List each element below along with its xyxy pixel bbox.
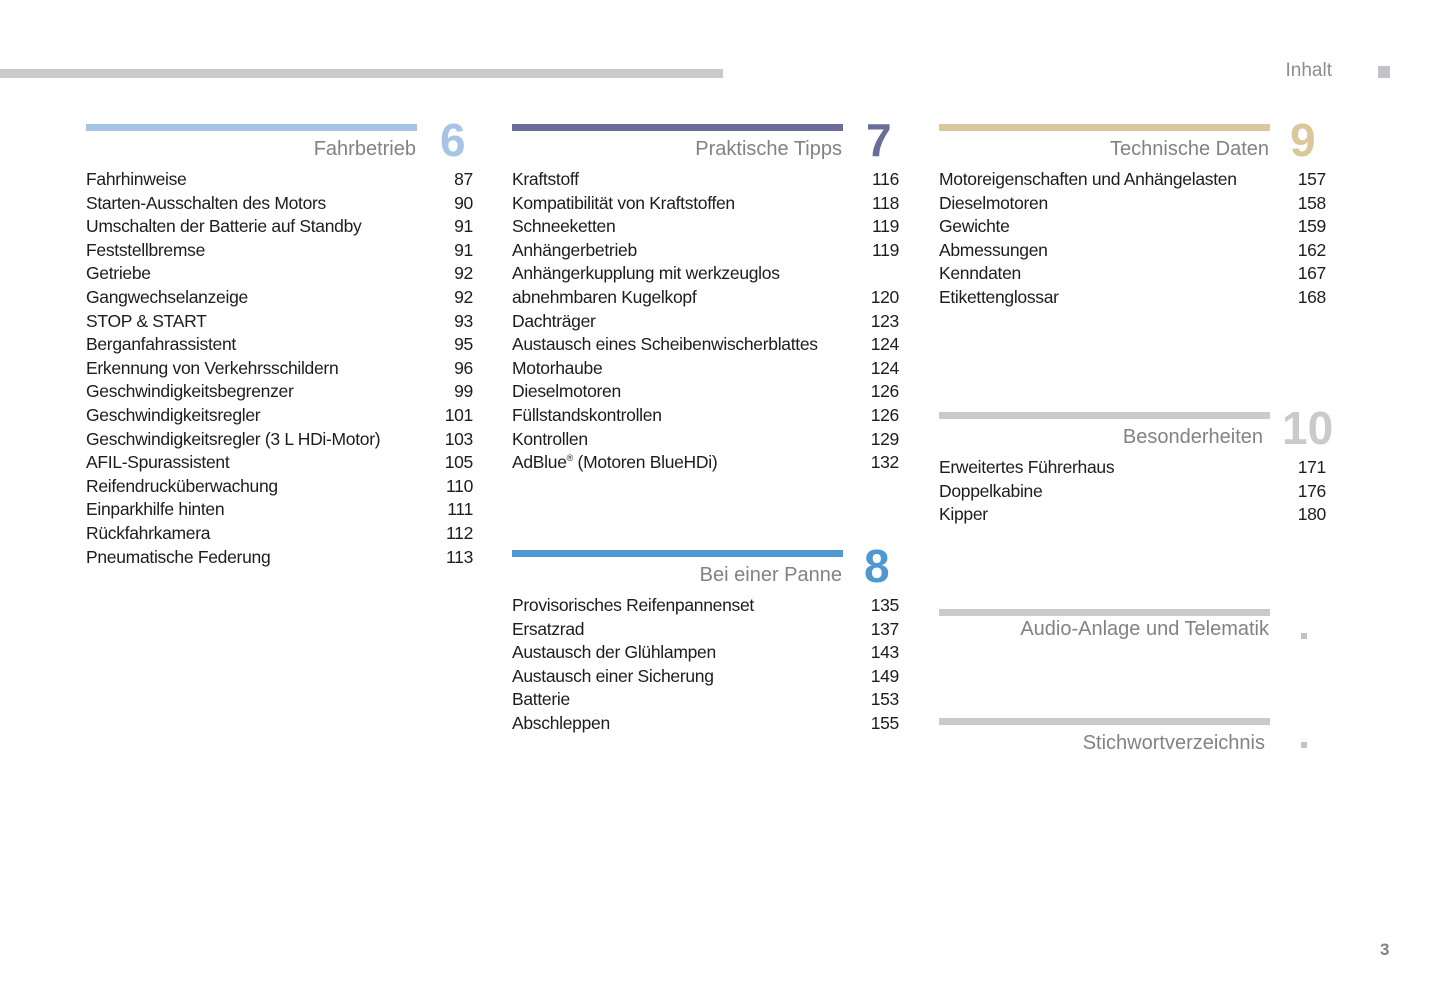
section-title[interactable]: Bei einer Panne [699,564,842,586]
toc-item[interactable]: Schneeketten 119 [512,216,899,237]
toc-item[interactable]: Erkennung von Verkehrsschildern 96 [86,357,473,378]
toc-item[interactable]: Kraftstoff 116 [512,169,899,189]
section-besonderheiten [939,402,1334,542]
toc-item[interactable]: Geschwindigkeitsregler (3 L HDi-Motor) 103 [86,428,473,449]
section-bei-einer-panne [512,540,902,750]
page-number: 3 [1380,940,1390,959]
section-bar [939,124,1270,131]
toc-item[interactable]: Austausch einer Sicherung 149 [512,665,899,686]
section-title[interactable]: Praktische Tipps [695,138,842,160]
toc-item[interactable]: AFIL-Spurassistent 105 [86,452,473,473]
section-praktische-tipps [512,114,902,484]
toc-item[interactable]: Geschwindigkeitsbegrenzer 99 [86,381,473,402]
toc-item[interactable]: Fahrhinweise 87 [86,169,473,189]
toc-item[interactable]: Reifendrucküberwachung 110 [86,475,473,496]
section-fahrbetrieb [86,114,476,574]
section-bar [939,609,1270,616]
toc-list [939,168,1329,310]
toc-item[interactable]: Rückfahrkamera 112 [86,522,473,543]
toc-item[interactable]: Anhängerbetrieb 119 [512,239,899,260]
toc-item[interactable]: Motoreigenschaften und Anhängelasten 157 [939,169,1326,189]
toc-item[interactable]: Motorhaube 124 [512,357,899,378]
section-audio-anlage [939,609,1329,649]
toc-item[interactable]: Getriebe 92 [86,263,473,284]
toc-item[interactable]: Etikettenglossar 168 [939,286,1326,307]
toc-item[interactable]: Umschalten der Batterie auf Standby 91 [86,216,473,237]
section-title[interactable]: Audio-Anlage und Telematik [1020,618,1269,640]
toc-item[interactable]: Austausch eines Scheibenwischerblattes 124 [512,334,899,355]
toc-item[interactable]: Einparkhilfe hinten 111 [86,499,473,520]
toc-item[interactable]: Dieselmotoren 126 [512,381,899,402]
section-title[interactable]: Technische Daten [1110,138,1269,160]
section-bar [939,412,1270,419]
toc-item[interactable]: Berganfahrassistent 95 [86,334,473,355]
toc-item[interactable]: Provisorisches Reifenpannenset 135 [512,595,899,615]
toc-item[interactable]: Erweitertes Führerhaus 171 [939,457,1326,477]
section-number: 6 [440,114,466,166]
section-number: 8 [864,540,890,592]
toc-item[interactable]: Kenndaten 167 [939,263,1326,284]
toc-list [512,594,902,736]
section-stichwortverzeichnis [939,718,1329,758]
toc-item[interactable]: Batterie 153 [512,689,899,710]
header-rule [0,69,723,78]
toc-item[interactable]: Gangwechselanzeige 92 [86,286,473,307]
section-bar [86,124,417,131]
header-square-icon [1378,66,1390,78]
toc-list [512,168,902,475]
section-number: 10 [1282,402,1334,454]
toc-item[interactable]: Abmessungen 162 [939,239,1326,260]
toc-item[interactable]: Kompatibilität von Kraftstoffen 118 [512,192,899,213]
toc-item[interactable]: Starten-Ausschalten des Motors 90 [86,192,473,213]
section-title[interactable]: Stichwortverzeichnis [1082,732,1265,754]
toc-item[interactable]: Dieselmotoren 158 [939,192,1326,213]
section-bar [512,550,843,557]
section-marker-icon [1301,742,1307,748]
section-number: 7 [866,114,892,166]
toc-item[interactable]: Feststellbremse 91 [86,239,473,260]
section-bar [512,124,843,131]
toc-item[interactable]: Doppelkabine 176 [939,480,1326,501]
toc-item[interactable]: Geschwindigkeitsregler 101 [86,404,473,425]
toc-item[interactable]: Kipper 180 [939,504,1326,525]
toc-item[interactable]: Kontrollen 129 [512,428,899,449]
toc-item[interactable]: Dachträger 123 [512,310,899,331]
toc-item[interactable]: Pneumatische Federung 113 [86,546,473,567]
toc-item[interactable]: Austausch der Glühlampen 143 [512,642,899,663]
toc-item[interactable]: Anhängerkupplung mit werkzeuglos abnehmbaren Kugelkopf 120 [512,263,899,307]
section-title[interactable]: Besonderheiten [1122,426,1263,448]
toc-item[interactable]: Füllstandskontrollen 126 [512,404,899,425]
section-bar [939,718,1270,725]
toc-item[interactable]: Gewichte 159 [939,216,1326,237]
toc-item[interactable]: STOP & START 93 [86,310,473,331]
page-title: Inhalt [1285,60,1332,81]
section-technische-daten [939,114,1329,324]
toc-list [86,168,476,569]
section-marker-icon [1301,633,1307,639]
toc-item[interactable]: AdBlue® (Motoren BlueHDi) 132 [512,452,899,473]
section-title[interactable]: Fahrbetrieb [313,138,416,160]
section-number: 9 [1290,114,1316,166]
toc-list [939,456,1329,527]
toc-item[interactable]: Abschleppen 155 [512,712,899,733]
toc-item[interactable]: Ersatzrad 137 [512,618,899,639]
